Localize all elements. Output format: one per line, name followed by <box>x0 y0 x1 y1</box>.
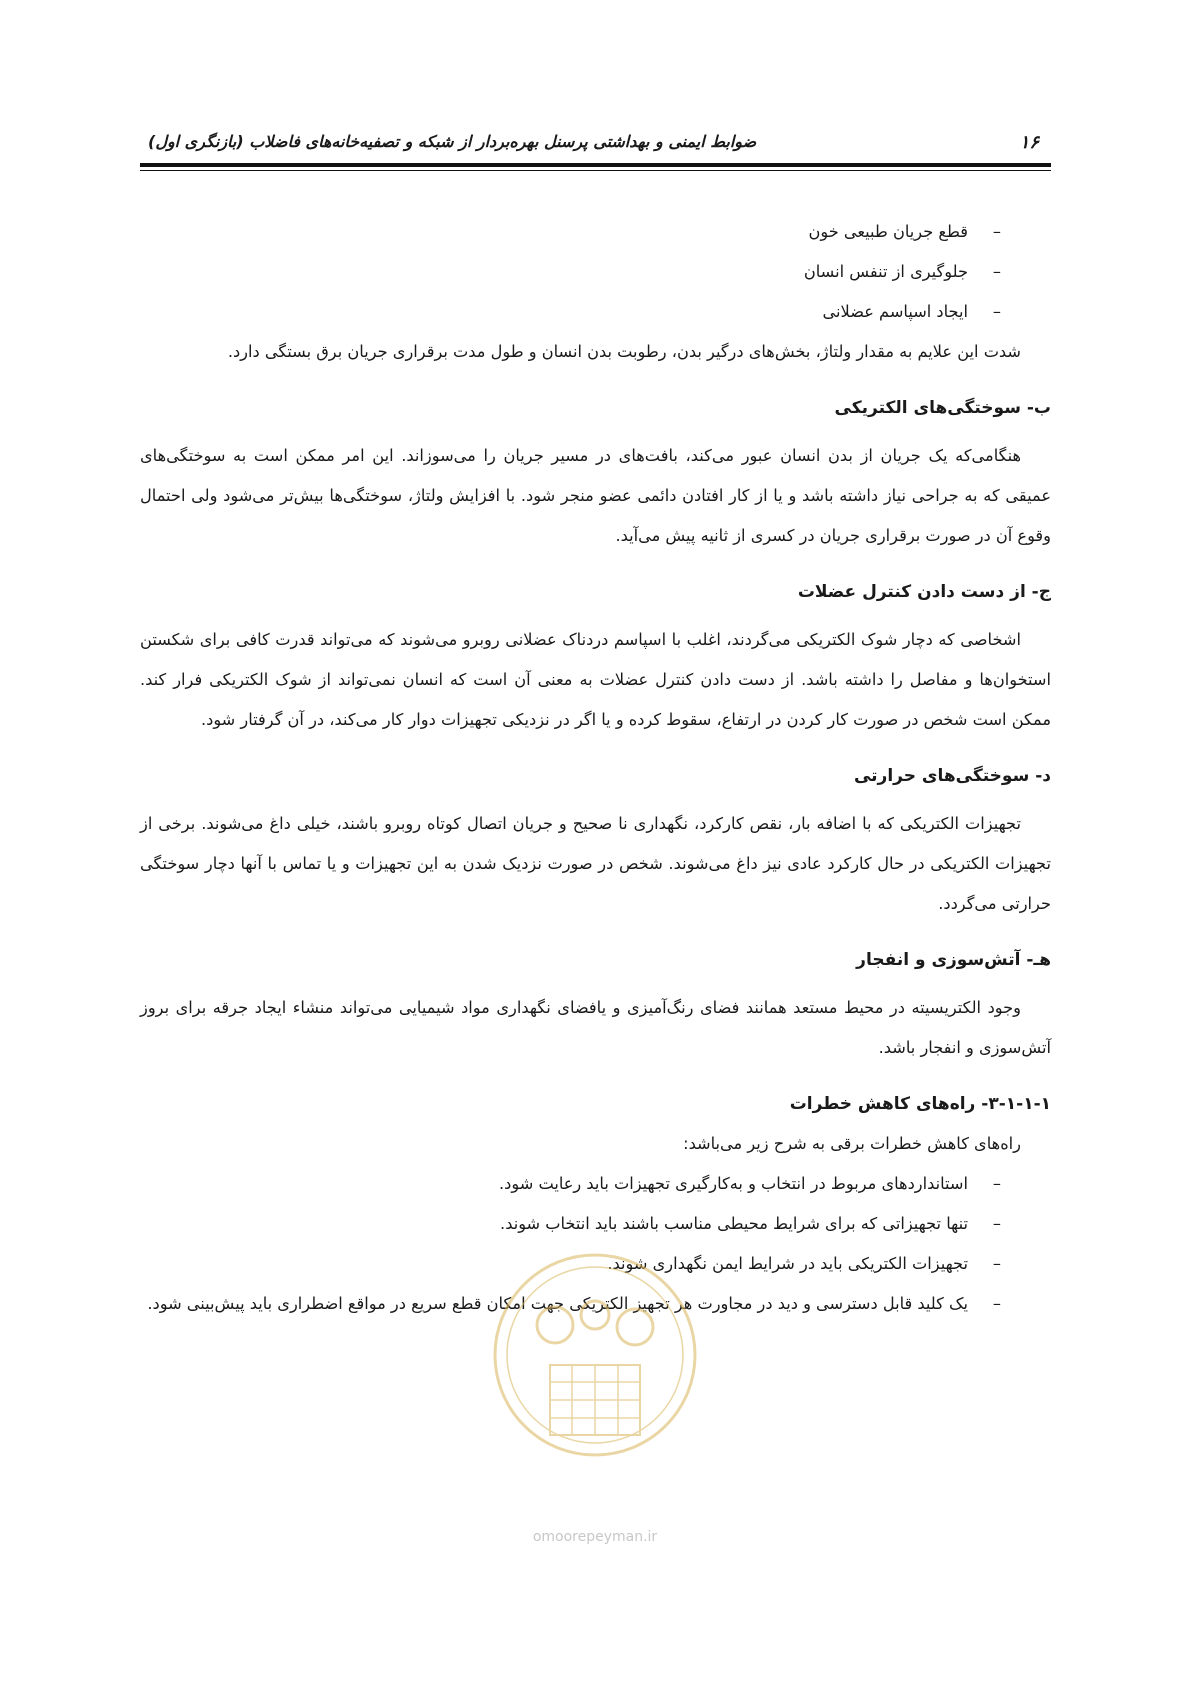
section-intro-3: راه‌های کاهش خطرات برقی به شرح زیر می‌باشد: <box>683 1134 1021 1153</box>
header-rule-thin <box>140 170 1051 171</box>
risk-reduction-list <box>140 1164 1051 1324</box>
watermark-url: omoorepeyman.ir <box>532 1529 658 1545</box>
dash-bullet: – <box>992 1294 1001 1313</box>
section-heading-d: د- سوختگی‌های حرارتی <box>853 766 1051 786</box>
section-heading-b: ب- سوختگی‌های الکتریکی <box>834 398 1051 418</box>
severity-paragraph: شدت این علایم به مقدار ولتاژ، بخش‌های درگیر بدن، رطوبت بدن انسان و طول مدت برقراری جریان برق بستگی دارد. <box>227 342 1021 361</box>
dash-bullet: – <box>992 302 1001 321</box>
section-body-h: وجود الکتریسیته در محیط مستعد همانند فضای رنگ‌آمیزی و یافضای نگهداری مواد شیمیایی می‌تواند منشاء ایجاد جرقه برای بروز آتش‌سوزی و انفجار باشد. <box>140 998 1051 1057</box>
page-header <box>140 128 1051 162</box>
section-body-d: تجهیزات الکتریکی که با اضافه بار، نقص کارکرد، نگهداری نا صحیح و جریان اتصال کوتاه روبرو باشند، خیلی داغ می‌شوند. برخی از تجهیزات الکتریکی در حال کارکرد عادی نیز داغ می‌شوند. شخص در صورت نزدیک شدن به این تجهیزات و یا تماس با آنها دچار سوختگی حرارتی می‌گردد. <box>140 814 1051 913</box>
list-item: – تجهیزات الکتریکی باید در شرایط ایمن نگهداری شوند. <box>140 1244 1051 1284</box>
list-item: – قطع جریان طبیعی خون <box>140 212 1051 252</box>
section-body-j: اشخاصی که دچار شوک الکتریکی می‌گردند، اغلب با اسپاسم دردناک عضلانی روبرو می‌شوند که می‌تواند قدرت کافی برای شکستن استخوان‌ها و مفاصل را داشته باشد. از دست دادن کنترل عضلات به معنی آن است که انسان نمی‌تواند از شوک الکتریکی فرار کند. ممکن است شخص در صورت کار کردن در ارتفاع، سقوط کرده و یا اگر در نزدیکی تجهیزات دوار کار می‌کند، در آن گرفتار شود. <box>140 630 1051 729</box>
section-heading-3: ۳-۱-۱-۱- راه‌های کاهش خطرات <box>789 1094 1051 1114</box>
running-title: ضوابط ایمنی و بهداشتی پرسنل بهره‌بردار از شبکه و تصفیه‌خانه‌های فاضلاب (بازنگری اول) <box>148 132 757 151</box>
page-number: ۱۶ <box>1019 132 1039 153</box>
dash-bullet: – <box>992 1254 1001 1273</box>
dash-bullet: – <box>992 262 1001 281</box>
dash-bullet: – <box>992 222 1001 241</box>
list-item: – جلوگیری از تنفس انسان <box>140 252 1051 292</box>
section-heading-j: ج- از دست دادن کنترل عضلات <box>797 582 1051 602</box>
list-item: – تنها تجهیزاتی که برای شرایط محیطی مناسب باشند باید انتخاب شوند. <box>140 1204 1051 1244</box>
section-body-b: هنگامی‌که یک جریان از بدن انسان عبور می‌کند، بافت‌های در مسیر جریان را می‌سوزاند. این امر ممکن است به سوختگی‌های عمیقی که به جراحی نیاز داشته باشد و یا از کار افتادن دائمی عضو منجر شود. با افزایش ولتاژ، سوختگی‌ها بیش‌تر می‌شود ولی احتمال وقوع آن در صورت برقراری جریان در کسری از ثانیه پیش می‌آید. <box>140 446 1051 545</box>
list-item: – استانداردهای مربوط در انتخاب و به‌کارگیری تجهیزات باید رعایت شود. <box>140 1164 1051 1204</box>
header-rule-thick <box>140 163 1051 167</box>
symptom-list <box>140 212 1051 332</box>
dash-bullet: – <box>992 1214 1001 1233</box>
page-content <box>140 212 1051 1324</box>
section-heading-h: هـ- آتش‌سوزی و انفجار <box>856 950 1051 970</box>
dash-bullet: – <box>992 1174 1001 1193</box>
list-item: – ایجاد اسپاسم عضلانی <box>140 292 1051 332</box>
list-item: – یک کلید قابل دسترسی و دید در مجاورت هر تجهیز الکتریکی جهت امکان قطع سریع در مواقع اضطراری باید پیش‌بینی شود. <box>140 1284 1051 1324</box>
